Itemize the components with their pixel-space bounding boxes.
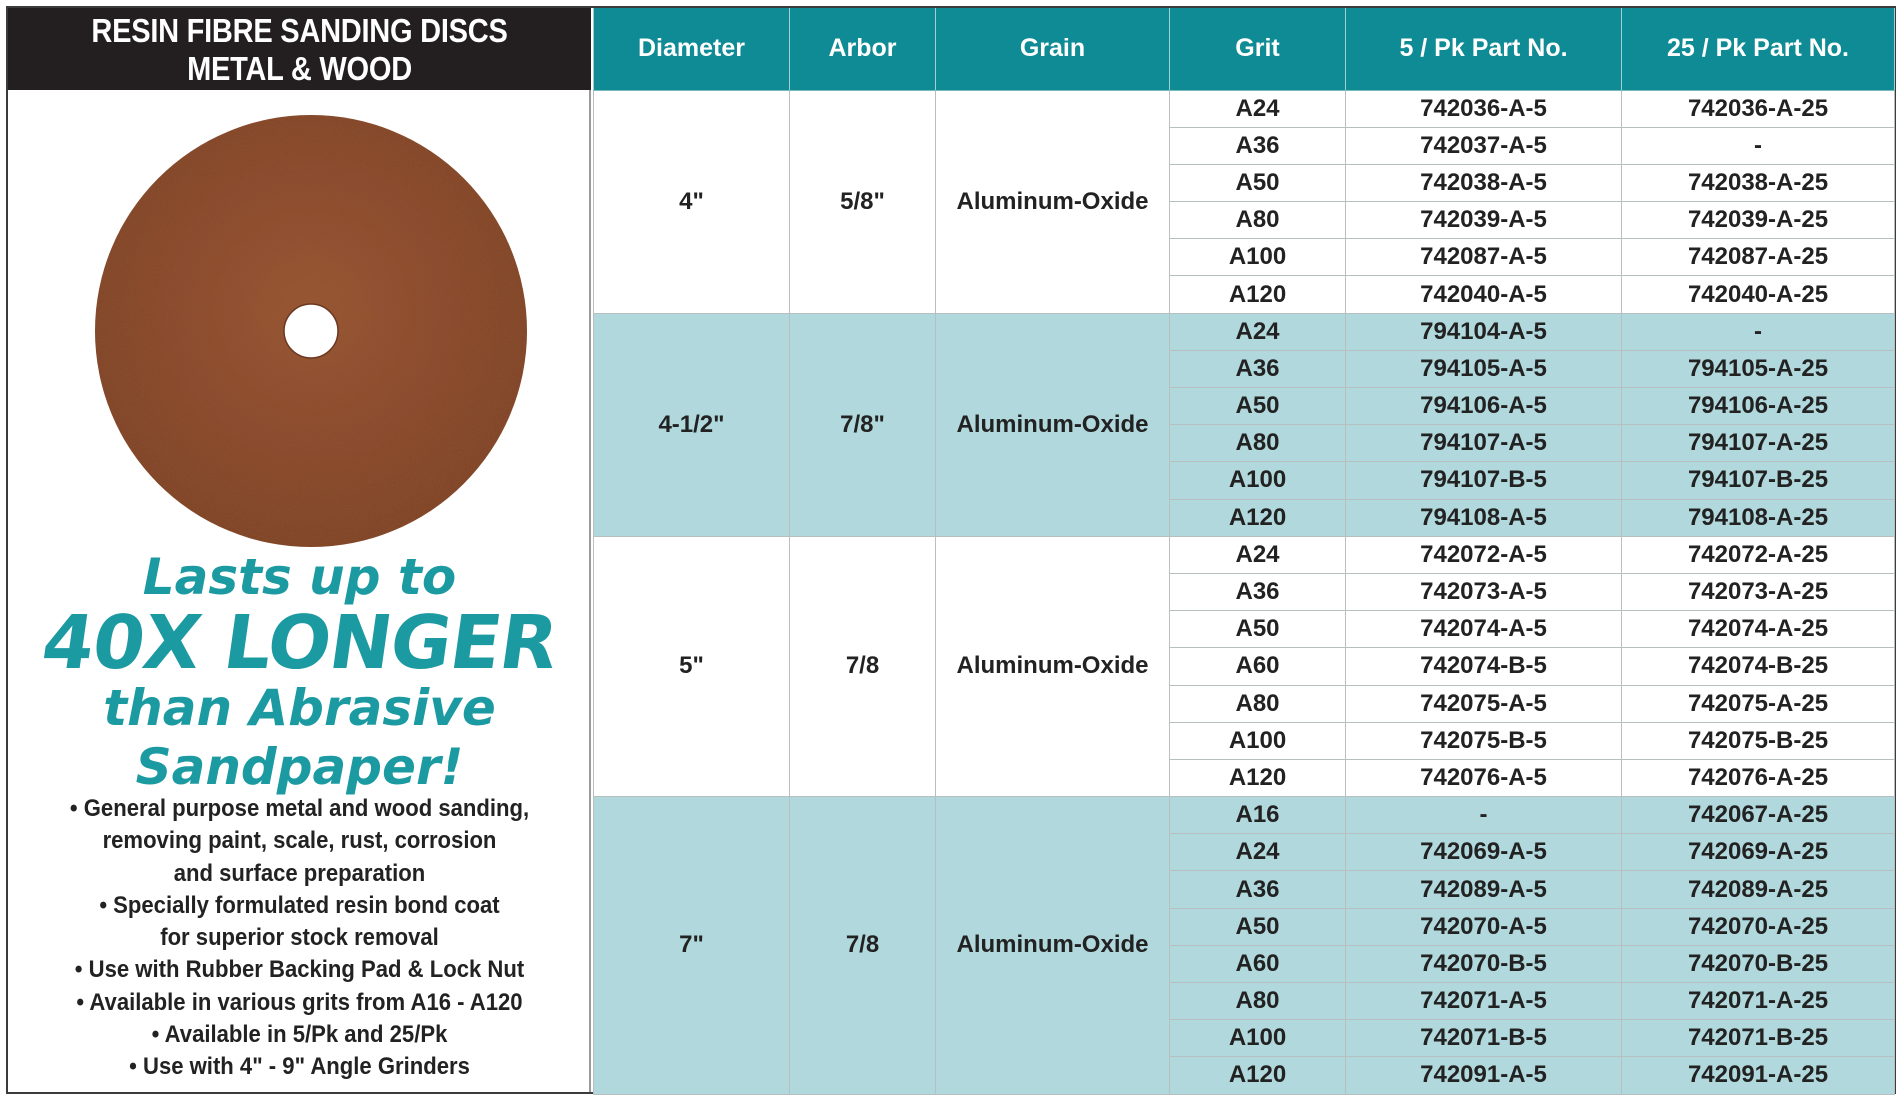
part-25pk-cell: 742067-A-25	[1622, 797, 1895, 834]
part-5pk-cell: 742072-A-5	[1346, 536, 1622, 573]
feature-line: • Use with 4" - 9" Angle Grinders	[129, 1053, 470, 1081]
part-25pk-cell: 742036-A-25	[1622, 90, 1895, 127]
sanding-disc-icon	[93, 113, 529, 549]
part-5pk-cell: 742039-A-5	[1346, 202, 1622, 239]
grit-cell: A60	[1170, 648, 1346, 685]
part-25pk-cell: 742069-A-25	[1622, 834, 1895, 871]
page-title	[8, 8, 591, 90]
promo-line-1: Lasts up to	[142, 548, 457, 606]
part-25pk-cell: 794107-B-25	[1622, 462, 1895, 499]
grit-cell: A100	[1170, 1020, 1346, 1057]
grit-cell: A60	[1170, 945, 1346, 982]
part-25pk-cell: 742074-B-25	[1622, 648, 1895, 685]
feature-line: • Specially formulated resin bond coat	[99, 891, 500, 919]
promo-line-3: than Abrasive	[103, 679, 496, 737]
table-body	[594, 90, 1895, 1094]
part-25pk-cell: 794106-A-25	[1622, 388, 1895, 425]
part-25pk-cell: 742039-A-25	[1622, 202, 1895, 239]
part-25pk-cell: 742075-B-25	[1622, 722, 1895, 759]
grit-cell: A50	[1170, 164, 1346, 201]
disc-surface	[95, 115, 527, 547]
feature-line: for superior stock removal	[160, 924, 439, 952]
part-5pk-cell: 742040-A-5	[1346, 276, 1622, 313]
feature-line: • General purpose metal and wood sanding,	[69, 795, 530, 822]
grit-cell: A50	[1170, 908, 1346, 945]
grit-cell: A80	[1170, 425, 1346, 462]
part-25pk-cell: 742038-A-25	[1622, 164, 1895, 201]
grit-cell: A16	[1170, 797, 1346, 834]
grit-cell: A100	[1170, 722, 1346, 759]
arbor-cell: 7/8	[790, 536, 936, 796]
part-5pk-cell: 794108-A-5	[1346, 499, 1622, 536]
part-5pk-cell: 742038-A-5	[1346, 164, 1622, 201]
title-line-2: METAL & WOOD	[187, 50, 412, 87]
grit-cell: A80	[1170, 983, 1346, 1020]
part-25pk-cell: 742076-A-25	[1622, 759, 1895, 796]
left-panel	[8, 8, 591, 1092]
grit-cell: A24	[1170, 313, 1346, 350]
part-25pk-cell: 742072-A-25	[1622, 536, 1895, 573]
title-line-1: RESIN FIBRE SANDING DISCS	[91, 12, 508, 49]
part-25pk-cell: 742071-B-25	[1622, 1020, 1895, 1057]
grain-cell: Aluminum-Oxide	[936, 536, 1170, 796]
column-header-grit: Grit	[1170, 8, 1346, 90]
arbor-cell: 5/8"	[790, 90, 936, 313]
part-5pk-cell: 742073-A-5	[1346, 573, 1622, 610]
part-5pk-cell: 794107-A-5	[1346, 425, 1622, 462]
arbor-cell: 7/8"	[790, 313, 936, 536]
part-5pk-cell: 742087-A-5	[1346, 239, 1622, 276]
part-25pk-cell: 742070-A-25	[1622, 908, 1895, 945]
grit-cell: A100	[1170, 462, 1346, 499]
part-5pk-cell: 742070-A-5	[1346, 908, 1622, 945]
grit-cell: A120	[1170, 499, 1346, 536]
part-5pk-cell: 742036-A-5	[1346, 90, 1622, 127]
grit-cell: A36	[1170, 350, 1346, 387]
grit-cell: A50	[1170, 388, 1346, 425]
part-25pk-cell: 742071-A-25	[1622, 983, 1895, 1020]
grit-cell: A120	[1170, 759, 1346, 796]
grit-cell: A36	[1170, 127, 1346, 164]
part-5pk-cell: 794106-A-5	[1346, 388, 1622, 425]
diameter-cell: 5"	[594, 536, 790, 796]
column-header-5pk: 5 / Pk Part No.	[1346, 8, 1622, 90]
part-25pk-cell: 742075-A-25	[1622, 685, 1895, 722]
arbor-cell: 7/8	[790, 797, 936, 1095]
part-5pk-cell: -	[1346, 797, 1622, 834]
product-sheet	[6, 6, 1896, 1094]
column-header-25pk: 25 / Pk Part No.	[1622, 8, 1895, 90]
grit-cell: A24	[1170, 536, 1346, 573]
feature-line: and surface preparation	[173, 859, 426, 887]
part-5pk-cell: 742075-B-5	[1346, 722, 1622, 759]
table-row	[594, 797, 1895, 834]
feature-line: • Available in 5/Pk and 25/Pk	[151, 1021, 448, 1049]
grit-cell: A100	[1170, 239, 1346, 276]
part-5pk-cell: 794104-A-5	[1346, 313, 1622, 350]
part-5pk-cell: 794105-A-5	[1346, 350, 1622, 387]
diameter-cell: 7"	[594, 797, 790, 1095]
part-25pk-cell: -	[1622, 127, 1895, 164]
grit-cell: A24	[1170, 834, 1346, 871]
grain-cell: Aluminum-Oxide	[936, 797, 1170, 1095]
table-row	[594, 90, 1895, 127]
part-5pk-cell: 742076-A-5	[1346, 759, 1622, 796]
part-5pk-cell: 742091-A-5	[1346, 1057, 1622, 1094]
part-5pk-cell: 742075-A-5	[1346, 685, 1622, 722]
promo-line-4: Sandpaper!	[135, 738, 464, 796]
grit-cell: A80	[1170, 202, 1346, 239]
part-25pk-cell: 742089-A-25	[1622, 871, 1895, 908]
feature-line: • Available in various grits from A16 - A120	[76, 988, 523, 1016]
part-25pk-cell: 742070-B-25	[1622, 945, 1895, 982]
part-5pk-cell: 742074-B-5	[1346, 648, 1622, 685]
part-5pk-cell: 742069-A-5	[1346, 834, 1622, 871]
grit-cell: A120	[1170, 1057, 1346, 1094]
diameter-cell: 4-1/2"	[594, 313, 790, 536]
grit-cell: A50	[1170, 611, 1346, 648]
promo-line-2: 40X LONGER	[36, 600, 563, 686]
grit-cell: A120	[1170, 276, 1346, 313]
part-5pk-cell: 742037-A-5	[1346, 127, 1622, 164]
feature-line: removing paint, scale, rust, corrosion	[102, 827, 497, 855]
part-25pk-cell: 794108-A-25	[1622, 499, 1895, 536]
part-25pk-cell: 742073-A-25	[1622, 573, 1895, 610]
part-5pk-cell: 742089-A-5	[1346, 871, 1622, 908]
part-25pk-cell: 742040-A-25	[1622, 276, 1895, 313]
column-header-arbor: Arbor	[790, 8, 936, 90]
grain-cell: Aluminum-Oxide	[936, 313, 1170, 536]
grain-cell: Aluminum-Oxide	[936, 90, 1170, 313]
promo-text	[8, 546, 591, 796]
grit-cell: A24	[1170, 90, 1346, 127]
part-5pk-cell: 742074-A-5	[1346, 611, 1622, 648]
part-25pk-cell: 794107-A-25	[1622, 425, 1895, 462]
part-5pk-cell: 742071-A-5	[1346, 983, 1622, 1020]
column-header-grain: Grain	[936, 8, 1170, 90]
part-number-table	[593, 8, 1895, 1095]
part-5pk-cell: 742071-B-5	[1346, 1020, 1622, 1057]
grit-cell: A36	[1170, 871, 1346, 908]
part-25pk-cell: 742087-A-25	[1622, 239, 1895, 276]
part-5pk-cell: 742070-B-5	[1346, 945, 1622, 982]
table-row	[594, 313, 1895, 350]
part-5pk-cell: 794107-B-5	[1346, 462, 1622, 499]
table-header-row	[594, 8, 1895, 90]
part-25pk-cell: 742091-A-25	[1622, 1057, 1895, 1094]
part-25pk-cell: -	[1622, 313, 1895, 350]
grit-cell: A36	[1170, 573, 1346, 610]
grit-cell: A80	[1170, 685, 1346, 722]
part-25pk-cell: 742074-A-25	[1622, 611, 1895, 648]
feature-list	[8, 793, 591, 1084]
sanding-disc-image	[93, 113, 529, 549]
diameter-cell: 4"	[594, 90, 790, 313]
feature-line: • Use with Rubber Backing Pad & Lock Nut	[74, 956, 525, 984]
part-25pk-cell: 794105-A-25	[1622, 350, 1895, 387]
column-header-diameter: Diameter	[594, 8, 790, 90]
part-number-table-panel	[593, 8, 1894, 1092]
table-row	[594, 536, 1895, 573]
